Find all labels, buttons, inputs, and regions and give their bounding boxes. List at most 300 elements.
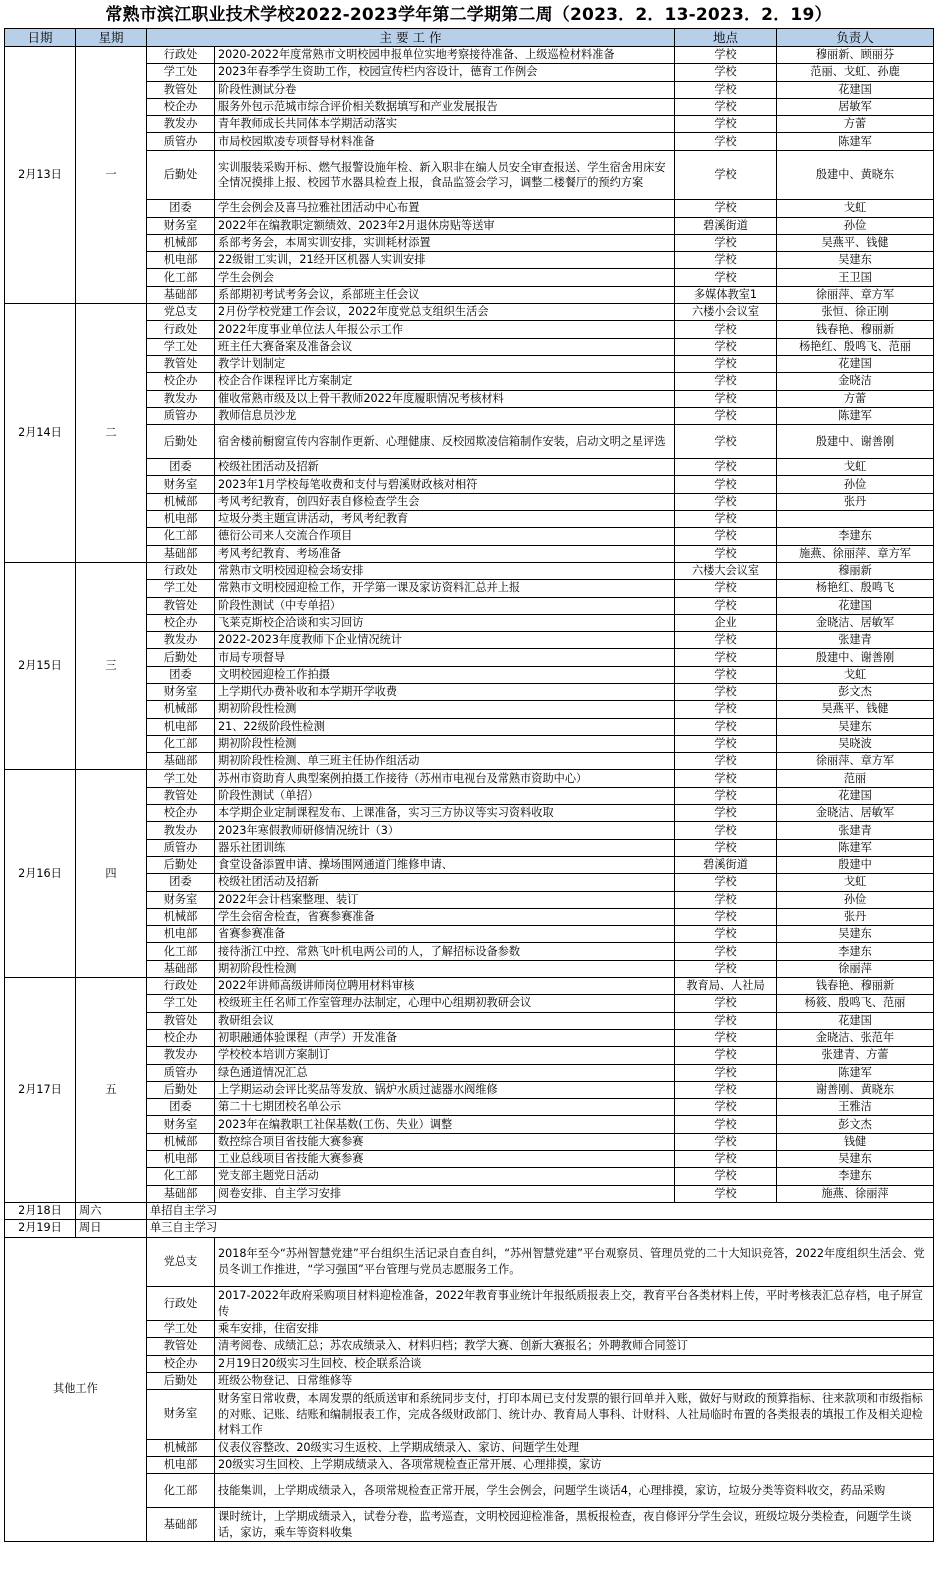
- place-cell: 学校: [675, 234, 777, 251]
- person-cell: 杨艳红、殷鸣飞: [777, 580, 934, 597]
- place-cell: 学校: [675, 1081, 777, 1098]
- department-cell: 机械部: [147, 234, 215, 251]
- work-cell: 校级社团活动及招新: [215, 874, 675, 891]
- department-cell: 学工处: [147, 770, 215, 787]
- work-cell: 器乐社团训练: [215, 839, 675, 856]
- department-cell: 财务室: [147, 1390, 215, 1440]
- weekday-cell: 三: [76, 562, 147, 770]
- place-cell: 学校: [675, 269, 777, 286]
- place-cell: 学校: [675, 425, 777, 459]
- date-cell: 2月17日: [5, 978, 76, 1203]
- header-date: 日期: [5, 29, 76, 47]
- header-work: 主 要 工 作: [147, 29, 675, 47]
- work-cell: 学生会宿舍检查，省赛参赛准备: [215, 908, 675, 925]
- department-cell: 财务室: [147, 476, 215, 493]
- work-cell: 常熟市文明校园迎检会场安排: [215, 562, 675, 579]
- work-cell: 上学期运动会评比奖品等发放、锅炉水质过滤器水阀维修: [215, 1081, 675, 1098]
- department-cell: 学工处: [147, 1321, 215, 1338]
- department-cell: 化工部: [147, 528, 215, 545]
- person-cell: 王卫国: [777, 269, 934, 286]
- person-cell: 吴建东: [777, 926, 934, 943]
- department-cell: 团委: [147, 459, 215, 476]
- weekday-cell: 四: [76, 770, 147, 978]
- person-cell: 吴燕平、钱健: [777, 234, 934, 251]
- person-cell: 杨筱、殷鸣飞、范丽: [777, 995, 934, 1012]
- person-cell: 花建国: [777, 355, 934, 372]
- table-row: [5, 562, 934, 579]
- person-cell: 钱春艳、穆丽新: [777, 321, 934, 338]
- department-cell: 化工部: [147, 1168, 215, 1185]
- department-cell: 化工部: [147, 1474, 215, 1508]
- person-cell: 陈建军: [777, 839, 934, 856]
- work-cell: 学生会例会: [215, 269, 675, 286]
- person-cell: 陈建军: [777, 133, 934, 150]
- work-cell: 阶段性测试（中专单招）: [215, 597, 675, 614]
- department-cell: 校企办: [147, 98, 215, 115]
- person-cell: [777, 511, 934, 528]
- place-cell: 学校: [675, 373, 777, 390]
- place-cell: 学校: [675, 133, 777, 150]
- department-cell: 行政处: [147, 562, 215, 579]
- person-cell: 范丽、戈虹、孙鹿: [777, 64, 934, 81]
- work-cell: 22级钳工实训，21经开区机器人实训安排: [215, 252, 675, 269]
- place-cell: 学校: [675, 580, 777, 597]
- other-work-cell: 仪表仪容整改、20级实习生返校、上学期成绩录入、家访、问题学生处理: [215, 1439, 934, 1456]
- department-cell: 机电部: [147, 926, 215, 943]
- place-cell: 学校: [675, 926, 777, 943]
- place-cell: 学校: [675, 528, 777, 545]
- person-cell: 戈虹: [777, 200, 934, 217]
- department-cell: 团委: [147, 1099, 215, 1116]
- person-cell: 吴晓波: [777, 735, 934, 752]
- person-cell: 陈建军: [777, 1064, 934, 1081]
- other-work-cell: 20级实习生回校、上学期成绩录入、各项常规检查正常开展、心理排摸，家访: [215, 1456, 934, 1473]
- other-work-cell: 2018年至今“苏州智慧党建”平台组织生活记录自查自纠，“苏州智慧党建”平台观察员、管理员党的二十大知识竞答，2022年度组织生活会、党员冬训工作推进，“学习强国”平台管理与党员志愿服务工作。: [215, 1237, 934, 1287]
- date-cell: 2月19日: [5, 1220, 76, 1237]
- place-cell: 学校: [675, 960, 777, 977]
- other-work-row: [5, 1237, 934, 1287]
- work-cell: 考风考纪教育，创四好表自修检查学生会: [215, 493, 675, 510]
- department-cell: 机械部: [147, 908, 215, 925]
- person-cell: 钱健: [777, 1133, 934, 1150]
- department-cell: 校企办: [147, 805, 215, 822]
- department-cell: 行政处: [147, 978, 215, 995]
- department-cell: 基础部: [147, 753, 215, 770]
- work-cell: 校企合作课程评比方案制定: [215, 373, 675, 390]
- place-cell: 学校: [675, 874, 777, 891]
- department-cell: 机械部: [147, 1439, 215, 1456]
- department-cell: 教管处: [147, 787, 215, 804]
- place-cell: 学校: [675, 1133, 777, 1150]
- department-cell: 行政处: [147, 321, 215, 338]
- department-cell: 后勤处: [147, 1372, 215, 1389]
- place-cell: 企业: [675, 614, 777, 631]
- place-cell: 学校: [675, 839, 777, 856]
- department-cell: 机电部: [147, 252, 215, 269]
- place-cell: 六楼大会议室: [675, 562, 777, 579]
- place-cell: 学校: [675, 908, 777, 925]
- work-cell: 教研组会议: [215, 1012, 675, 1029]
- other-work-cell: 2017-2022年政府采购项目材料迎检准备，2022年教育事业统计年报纸质报表上交，教育平台各类材料上传，平时考核表汇总存档，电子屏宣传: [215, 1287, 934, 1321]
- work-cell: 考风考纪教育、考场准备: [215, 545, 675, 562]
- work-cell: 常熟市文明校园迎检工作，开学第一课及家访资料汇总并上报: [215, 580, 675, 597]
- place-cell: 学校: [675, 943, 777, 960]
- place-cell: 学校: [675, 805, 777, 822]
- work-cell: 服务外包示范城市综合评价相关数据填写和产业发展报告: [215, 98, 675, 115]
- weekend-work-cell: 单三自主学习: [147, 1220, 934, 1237]
- place-cell: 学校: [675, 459, 777, 476]
- place-cell: 学校: [675, 1151, 777, 1168]
- place-cell: 学校: [675, 822, 777, 839]
- work-cell: 校级社团活动及招新: [215, 459, 675, 476]
- place-cell: 学校: [675, 1168, 777, 1185]
- work-cell: 数控综合项目省技能大赛参赛: [215, 1133, 675, 1150]
- work-cell: 教师信息员沙龙: [215, 407, 675, 424]
- department-cell: 学工处: [147, 580, 215, 597]
- place-cell: 学校: [675, 1029, 777, 1046]
- schedule-body: [5, 47, 934, 1542]
- work-cell: 实训服装采购开标、燃气报警设施年检、新入职非在编人员安全审查报送、学生宿舍用床安全情况摸排上报、校园节水器具检查上报，食品监签会学习，调整二楼餐厅的预约方案: [215, 150, 675, 200]
- department-cell: 基础部: [147, 1185, 215, 1202]
- table-row: [5, 978, 934, 995]
- work-cell: 2月份学校党建工作会议，2022年度党总支组织生活会: [215, 304, 675, 321]
- work-cell: 第二十七期团校名单公示: [215, 1099, 675, 1116]
- department-cell: 团委: [147, 874, 215, 891]
- department-cell: 后勤处: [147, 856, 215, 873]
- place-cell: 学校: [675, 200, 777, 217]
- work-cell: 接待浙江中控、常熟飞叶机电两公司的人，了解招标设备参数: [215, 943, 675, 960]
- work-cell: 垃圾分类主题宣讲活动，考风考纪教育: [215, 511, 675, 528]
- other-work-cell: 乘车安排，住宿安排: [215, 1321, 934, 1338]
- other-work-label: 其他工作: [5, 1237, 147, 1542]
- place-cell: 学校: [675, 684, 777, 701]
- weekday-cell: 周六: [76, 1202, 147, 1219]
- department-cell: 团委: [147, 666, 215, 683]
- work-cell: 期初阶段性检测: [215, 735, 675, 752]
- place-cell: 学校: [675, 493, 777, 510]
- work-cell: 系部考务会，本周实训安排，实训耗材添置: [215, 234, 675, 251]
- department-cell: 质管办: [147, 1064, 215, 1081]
- department-cell: 基础部: [147, 960, 215, 977]
- other-work-cell: 课时统计，上学期成绩录入，试卷分卷，监考巡查，文明校园迎检准备，黑板报检查，夜自修评分学生会议，班级垃圾分类检查，问题学生谈话，家访，乘车等资料收集: [215, 1508, 934, 1542]
- department-cell: 校企办: [147, 1355, 215, 1372]
- person-cell: 殷建中、谢善刚: [777, 649, 934, 666]
- department-cell: 校企办: [147, 373, 215, 390]
- person-cell: 张恒、徐正刚: [777, 304, 934, 321]
- person-cell: 戈虹: [777, 459, 934, 476]
- person-cell: 施燕、徐丽萍、章方军: [777, 545, 934, 562]
- person-cell: 吴建东: [777, 252, 934, 269]
- department-cell: 学工处: [147, 338, 215, 355]
- department-cell: 财务室: [147, 1116, 215, 1133]
- work-cell: 青年教师成长共同体本学期活动落实: [215, 116, 675, 133]
- department-cell: 后勤处: [147, 649, 215, 666]
- work-cell: 班主任大赛备案及准备会议: [215, 338, 675, 355]
- department-cell: 教发办: [147, 632, 215, 649]
- place-cell: 学校: [675, 116, 777, 133]
- weekend-work-cell: 单招自主学习: [147, 1202, 934, 1219]
- place-cell: 学校: [675, 1099, 777, 1116]
- person-cell: 徐丽萍、章方军: [777, 753, 934, 770]
- person-cell: 吴建东: [777, 1151, 934, 1168]
- work-cell: 21、22级阶段性检测: [215, 718, 675, 735]
- place-cell: 学校: [675, 407, 777, 424]
- weekday-cell: 二: [76, 304, 147, 563]
- department-cell: 教发办: [147, 116, 215, 133]
- header-weekday: 星期: [76, 29, 147, 47]
- department-cell: 行政处: [147, 47, 215, 64]
- place-cell: 学校: [675, 597, 777, 614]
- work-cell: 市局校园欺凌专项督导材料准备: [215, 133, 675, 150]
- date-cell: 2月13日: [5, 47, 76, 304]
- department-cell: 学工处: [147, 995, 215, 1012]
- other-work-cell: 财务室日常收费，本周发票的纸质送审和系统同步支付，打印本周已支付发票的银行回单并入账，做好与财政的预算指标、往来款项和市级指标的对账、记账、结账和编制报表工作，完成各级财政部门、统计办、教育局人事科、计财科、人社局临时布置的各类报表的填报工作及相关迎检材料工作: [215, 1390, 934, 1440]
- work-cell: 学生会例会及喜马拉雅社团活动中心布置: [215, 200, 675, 217]
- department-cell: 机械部: [147, 701, 215, 718]
- place-cell: 学校: [675, 338, 777, 355]
- other-work-cell: 2月19日20级实习生回校、校企联系洽谈: [215, 1355, 934, 1372]
- place-cell: 学校: [675, 252, 777, 269]
- header-place: 地点: [675, 29, 777, 47]
- other-work-cell: 班级公物登记、日常维修等: [215, 1372, 934, 1389]
- place-cell: 学校: [675, 666, 777, 683]
- department-cell: 机电部: [147, 1151, 215, 1168]
- weekday-cell: 五: [76, 978, 147, 1203]
- department-cell: 化工部: [147, 943, 215, 960]
- department-cell: 基础部: [147, 1508, 215, 1542]
- place-cell: 学校: [675, 64, 777, 81]
- person-cell: 殷建中、谢善刚: [777, 425, 934, 459]
- place-cell: 学校: [675, 47, 777, 64]
- person-cell: 居敏军: [777, 98, 934, 115]
- work-cell: 德衍公司来人交流合作项目: [215, 528, 675, 545]
- person-cell: 彭文杰: [777, 684, 934, 701]
- work-cell: 系部期初考试考务会议，系部班主任会议: [215, 286, 675, 303]
- work-cell: 食堂设备添置申请、操场围网通道门维修申请、: [215, 856, 675, 873]
- place-cell: 学校: [675, 787, 777, 804]
- person-cell: 张丹: [777, 908, 934, 925]
- department-cell: 后勤处: [147, 150, 215, 200]
- work-cell: 阅卷安排、自主学习安排: [215, 1185, 675, 1202]
- department-cell: 财务室: [147, 684, 215, 701]
- person-cell: 孙俭: [777, 476, 934, 493]
- place-cell: 学校: [675, 321, 777, 338]
- place-cell: 学校: [675, 753, 777, 770]
- person-cell: 张建青、方蕾: [777, 1047, 934, 1064]
- work-cell: 2022年讲师高级讲师岗位聘用材料审核: [215, 978, 675, 995]
- place-cell: 学校: [675, 632, 777, 649]
- page-title: 常熟市滨江职业技术学校2022-2023学年第二学期第二周（2023．2．13-2023．2．19）: [105, 5, 832, 25]
- person-cell: 吴燕平、钱健: [777, 701, 934, 718]
- department-cell: 教发办: [147, 822, 215, 839]
- person-cell: 李建东: [777, 528, 934, 545]
- work-cell: 上学期代办费补收和本学期开学收费: [215, 684, 675, 701]
- place-cell: 学校: [675, 735, 777, 752]
- department-cell: 教管处: [147, 1338, 215, 1355]
- department-cell: 教管处: [147, 81, 215, 98]
- person-cell: 金晓洁、张范年: [777, 1029, 934, 1046]
- place-cell: 教育局、人社局: [675, 978, 777, 995]
- work-cell: 阶段性测试分卷: [215, 81, 675, 98]
- work-cell: 2022年在编教职定额绩效、2023年2月退休房贴等送审: [215, 217, 675, 234]
- department-cell: 教管处: [147, 597, 215, 614]
- person-cell: 彭文杰: [777, 1116, 934, 1133]
- work-cell: 初职融通体验课程（声学）开发准备: [215, 1029, 675, 1046]
- department-cell: 党总支: [147, 304, 215, 321]
- person-cell: 吴建东: [777, 718, 934, 735]
- person-cell: 花建国: [777, 81, 934, 98]
- schedule-table: [4, 28, 934, 1542]
- person-cell: 方蕾: [777, 116, 934, 133]
- department-cell: 质管办: [147, 133, 215, 150]
- work-cell: 2023年1月学校每笔收费和支付与碧溪财政核对相符: [215, 476, 675, 493]
- department-cell: 机械部: [147, 1133, 215, 1150]
- work-cell: 绿色通道情况汇总: [215, 1064, 675, 1081]
- place-cell: 学校: [675, 511, 777, 528]
- place-cell: 学校: [675, 1047, 777, 1064]
- work-cell: 教学计划制定: [215, 355, 675, 372]
- place-cell: 学校: [675, 770, 777, 787]
- work-cell: 苏州市资助育人典型案例拍摄工作接待（苏州市电视台及常熟市资助中心）: [215, 770, 675, 787]
- place-cell: 学校: [675, 476, 777, 493]
- person-cell: 李建东: [777, 1168, 934, 1185]
- person-cell: 戈虹: [777, 666, 934, 683]
- work-cell: 2023年在编教职工社保基数(工伤、失业）调整: [215, 1116, 675, 1133]
- person-cell: 花建国: [777, 1012, 934, 1029]
- place-cell: 学校: [675, 995, 777, 1012]
- person-cell: 陈建军: [777, 407, 934, 424]
- work-cell: 2023年春季学生资助工作，校园宣传栏内容设计，德育工作例会: [215, 64, 675, 81]
- department-cell: 财务室: [147, 217, 215, 234]
- department-cell: 财务室: [147, 891, 215, 908]
- department-cell: 机电部: [147, 718, 215, 735]
- place-cell: 学校: [675, 1116, 777, 1133]
- department-cell: 质管办: [147, 407, 215, 424]
- work-cell: 学校校本培训方案制订: [215, 1047, 675, 1064]
- department-cell: 党总支: [147, 1237, 215, 1287]
- person-cell: 李建东: [777, 943, 934, 960]
- work-cell: 党支部主题党日活动: [215, 1168, 675, 1185]
- place-cell: 学校: [675, 1185, 777, 1202]
- department-cell: 校企办: [147, 614, 215, 631]
- person-cell: 徐丽萍、章方军: [777, 286, 934, 303]
- place-cell: 学校: [675, 701, 777, 718]
- place-cell: 学校: [675, 545, 777, 562]
- date-cell: 2月14日: [5, 304, 76, 563]
- department-cell: 基础部: [147, 286, 215, 303]
- person-cell: 张建青: [777, 632, 934, 649]
- department-cell: 质管办: [147, 839, 215, 856]
- person-cell: 方蕾: [777, 390, 934, 407]
- person-cell: 金晓洁: [777, 373, 934, 390]
- work-cell: 期初阶段性检测、单三班主任协作组活动: [215, 753, 675, 770]
- place-cell: 学校: [675, 718, 777, 735]
- person-cell: 施燕、徐丽萍: [777, 1185, 934, 1202]
- department-cell: 团委: [147, 200, 215, 217]
- work-cell: 阶段性测试（单招）: [215, 787, 675, 804]
- work-cell: 期初阶段性检测: [215, 960, 675, 977]
- person-cell: 孙俭: [777, 891, 934, 908]
- person-cell: 花建国: [777, 787, 934, 804]
- date-cell: 2月15日: [5, 562, 76, 770]
- work-cell: 2020-2022年度常熟市文明校园申报单位实地考察接待准备、上级巡检材料准备: [215, 47, 675, 64]
- work-cell: 工业总线项目省技能大赛参赛: [215, 1151, 675, 1168]
- person-cell: 金晓洁、居敏军: [777, 614, 934, 631]
- work-cell: 2022年度事业单位法人年报公示工作: [215, 321, 675, 338]
- person-cell: 钱春艳、穆丽新: [777, 978, 934, 995]
- department-cell: 校企办: [147, 1029, 215, 1046]
- work-cell: 校级班主任名师工作室管理办法制定，心理中心组期初教研会议: [215, 995, 675, 1012]
- table-row: [5, 304, 934, 321]
- department-cell: 机械部: [147, 493, 215, 510]
- weekday-cell: 一: [76, 47, 147, 304]
- place-cell: 学校: [675, 390, 777, 407]
- place-cell: 多媒体教室1: [675, 286, 777, 303]
- place-cell: 学校: [675, 150, 777, 200]
- date-cell: 2月18日: [5, 1202, 76, 1219]
- weekend-row: [5, 1220, 934, 1237]
- department-cell: 教发办: [147, 1047, 215, 1064]
- table-row: [5, 770, 934, 787]
- department-cell: 基础部: [147, 545, 215, 562]
- work-cell: 2022-2023年度教师下企业情况统计: [215, 632, 675, 649]
- department-cell: 化工部: [147, 735, 215, 752]
- table-row: [5, 47, 934, 64]
- person-cell: 张丹: [777, 493, 934, 510]
- work-cell: 催收常熟市级及以上骨干教师2022年度履职情况考核材料: [215, 390, 675, 407]
- department-cell: 机电部: [147, 1456, 215, 1473]
- person-cell: 殷建中: [777, 856, 934, 873]
- person-cell: 穆丽新、顾丽芬: [777, 47, 934, 64]
- place-cell: 六楼小会议室: [675, 304, 777, 321]
- department-cell: 教发办: [147, 390, 215, 407]
- department-cell: 机电部: [147, 511, 215, 528]
- work-cell: 宿舍楼前橱窗宣传内容制作更新、心理健康、反校园欺凌信箱制作安装，启动文明之星评选: [215, 425, 675, 459]
- other-work-cell: 清考阅卷、成绩汇总；苏农成绩录入、材料归档；教学大赛、创新大赛报名；外聘教师合同签订: [215, 1338, 934, 1355]
- person-cell: 张建青: [777, 822, 934, 839]
- department-cell: 行政处: [147, 1287, 215, 1321]
- person-cell: 孙俭: [777, 217, 934, 234]
- work-cell: 本学期企业定制课程发布、上课准备，实习三方协议等实习资料收取: [215, 805, 675, 822]
- place-cell: 学校: [675, 891, 777, 908]
- department-cell: 教管处: [147, 1012, 215, 1029]
- person-cell: 穆丽新: [777, 562, 934, 579]
- other-work-cell: 技能集训，上学期成绩录入，各项常规检查正常开展，学生会例会，问题学生谈话4，心理排摸，家访，垃圾分类等资料收交，药品采购: [215, 1474, 934, 1508]
- department-cell: 学工处: [147, 64, 215, 81]
- person-cell: 金晓洁、居敏军: [777, 805, 934, 822]
- person-cell: 殷建中、黄晓东: [777, 150, 934, 200]
- person-cell: 徐丽萍: [777, 960, 934, 977]
- work-cell: 文明校园迎检工作拍摄: [215, 666, 675, 683]
- department-cell: 后勤处: [147, 425, 215, 459]
- place-cell: 碧溪街道: [675, 856, 777, 873]
- weekday-cell: 周日: [76, 1220, 147, 1237]
- work-cell: 省赛参赛准备: [215, 926, 675, 943]
- place-cell: 学校: [675, 1064, 777, 1081]
- person-cell: 谢善刚、黄晓东: [777, 1081, 934, 1098]
- header-row: [5, 29, 934, 47]
- place-cell: 学校: [675, 355, 777, 372]
- department-cell: 后勤处: [147, 1081, 215, 1098]
- department-cell: 教管处: [147, 355, 215, 372]
- person-cell: 戈虹: [777, 874, 934, 891]
- weekend-row: [5, 1202, 934, 1219]
- work-cell: 飞莱克斯校企洽谈和实习回访: [215, 614, 675, 631]
- work-cell: 期初阶段性检测: [215, 701, 675, 718]
- person-cell: 王雅洁: [777, 1099, 934, 1116]
- work-cell: 市局专项督导: [215, 649, 675, 666]
- place-cell: 学校: [675, 649, 777, 666]
